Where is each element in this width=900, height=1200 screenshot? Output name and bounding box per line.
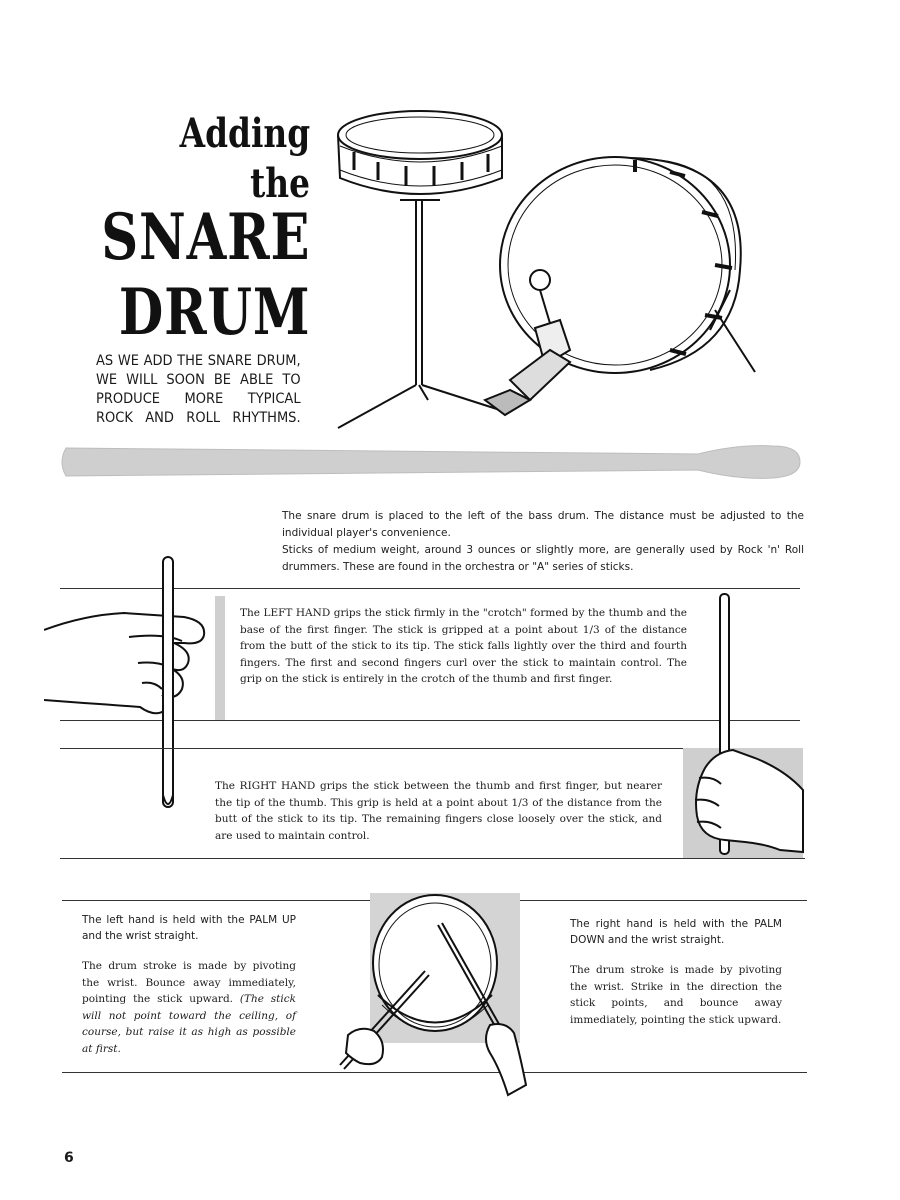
right-palm-section [570,916,782,1028]
subtitle [96,352,301,428]
drum-kit-illustration [330,100,770,440]
right-palm-heading: The right hand is held with the PALM DOWN and the wrist straight. [570,918,782,946]
right-hand-grip-illustration [685,590,805,865]
title-adding: Adding [179,110,310,157]
page-number: 6 [64,1150,74,1166]
subtitle-line: PRODUCE MORE TYPICAL [96,391,301,407]
subtitle-line: ROCK AND ROLL RHYTHMS. [96,410,301,426]
drumstick-banner [58,440,803,484]
right-palm-body: The drum stroke is made by pivoting the wrist. Strike in the direction the stick points, and bounce away immediately, pointing the stick upward. [570,964,782,1026]
subtitle-line: WE WILL SOON BE ABLE TO [96,372,301,388]
title-drum: DRUM [118,275,310,350]
intro-paragraph-1: The snare drum is placed to the left of the bass drum. The distance must be adjusted to the individual player's convenience. [282,510,804,539]
drum-stroke-illustration [330,885,560,1100]
title-snare: SNARE [100,200,310,275]
left-hand-grip-text: The LEFT HAND grips the stick firmly in the "crotch" formed by the thumb and the base of the first finger. The stick is gripped at a point about 1/3 of the distance from the butt of the stick to its tip. The stick falls lightly over the third and fourth fingers. The first and second fingers curl over the stick to maintain control. The grip on the stick is entirely in the crotch of the thumb and first finger. [240,607,687,685]
intro-text [282,508,804,576]
left-palm-section [82,912,296,1057]
title-the: the [250,160,310,207]
subtitle-line: AS WE ADD THE SNARE DRUM, [96,353,301,369]
left-palm-body-text: The drum stroke is made by pivoting the wrist. Bounce away immediately, pointing the stick upward. [82,960,296,1005]
left-palm-heading: The left hand is held with the PALM UP and the wrist straight. [82,914,296,942]
right-hand-grip-text: The RIGHT HAND grips the stick between the thumb and first finger, but nearer the tip of the thumb. This grip is held at a point about 1/3 of the distance from the butt of the stick to its tip. The remaining fingers close loosely over the stick, and are used to maintain control. [215,780,662,842]
left-hand-grip-illustration [44,555,224,815]
left-palm-body [82,958,296,1057]
left-palm-body-italic: (The stick will not point toward the ceiling, of course, but raise it as high as possible at first. [82,993,296,1055]
intro-paragraph-2: Sticks of medium weight, around 3 ounces or slightly more, are generally used by Rock 'n' Roll drummers. These are found in the orchestra or "A" series of sticks. [282,544,804,573]
